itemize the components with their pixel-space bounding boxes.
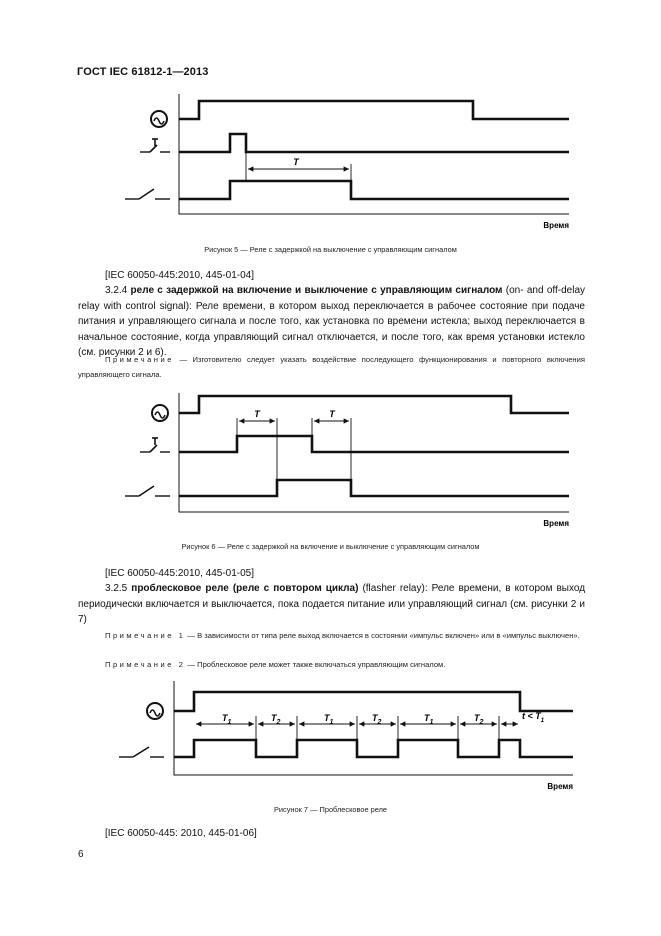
time-label-t-short: $t < T_1$	[522, 711, 545, 724]
figure-5-caption: Рисунок 5 — Реле с задержкой на выключение с управляющим сигналом	[204, 245, 457, 254]
note-text: — Изготовителю следует указать воздействие последующего функционирования и повторного включения управляющего сигнала.	[78, 355, 585, 379]
note-2-paragraph	[78, 657, 585, 672]
control-switch-icon	[140, 438, 170, 452]
source-reference: [IEC 60050-445:2010, 445-01-05]	[105, 568, 254, 579]
time-axis-label: Время	[543, 221, 569, 230]
figure-7-timing-diagram	[0, 678, 661, 798]
output-contact-icon	[125, 189, 170, 199]
page-number: 6	[78, 849, 84, 860]
time-label-t2: $T_2$	[474, 713, 484, 726]
note-text: — Проблесковое реле может также включаться управляющим сигналом.	[187, 660, 446, 669]
time-axis-label: Время	[547, 782, 573, 791]
time-label-t: T	[254, 409, 260, 419]
note-paragraph	[78, 352, 585, 382]
control-signal-wave	[179, 134, 569, 152]
output-signal-wave	[179, 480, 569, 496]
document-header: ГОСТ IEC 61812-1—2013	[77, 66, 209, 78]
control-signal-wave	[179, 436, 569, 452]
defined-term: реле с задержкой на включение и выключение с управляющим сигналом	[130, 285, 503, 296]
note-1-paragraph	[78, 628, 585, 643]
defined-term: проблесковое реле (реле с повтором цикла)	[131, 583, 359, 594]
time-label-t: T	[293, 157, 299, 167]
figure-6-timing-diagram	[0, 385, 661, 545]
note-label: Примечание	[105, 355, 174, 364]
power-supply-icon	[147, 703, 163, 719]
power-signal-wave	[179, 101, 569, 119]
power-signal-wave	[174, 692, 573, 711]
output-contact-icon	[119, 747, 164, 757]
note-text: — В зависимости от типа реле выход включается в состоянии «импульс включен» или в «импульс выключен».	[187, 631, 580, 640]
power-supply-icon	[152, 405, 168, 421]
power-supply-icon	[151, 111, 167, 127]
time-label-t2: $T_2$	[271, 713, 281, 726]
source-reference: [IEC 60050-445:2010, 445-01-04]	[105, 270, 254, 281]
output-signal-wave	[179, 181, 569, 199]
figure-7-caption: Рисунок 7 — Проблесковое реле	[273, 805, 388, 814]
figure-6-caption: Рисунок 6 — Реле с задержкой на включение и выключение с управляющим сигналом	[181, 542, 480, 551]
definition-paragraph	[78, 283, 585, 361]
definition-paragraph	[78, 581, 585, 628]
output-contact-icon	[125, 486, 170, 496]
note-label: Примечание 2	[105, 660, 186, 669]
time-label-t: T	[329, 409, 335, 419]
definition-text: (flasher relay): Реле времени, в котором выход периодически включается и выключается, пока подается питание или управляющий сигнал (см. рисунки 2 и 7)	[78, 583, 586, 625]
note-label: Примечание 1	[105, 631, 186, 640]
section-number: 3.2.4	[105, 285, 128, 296]
time-axis-label: Время	[543, 519, 569, 528]
source-reference: [IEC 60050-445: 2010, 445-01-06]	[105, 828, 257, 839]
power-signal-wave	[179, 396, 569, 413]
output-signal-wave	[174, 740, 573, 757]
time-label-t1: $T_1$	[222, 713, 232, 726]
time-label-t2: $T_2$	[372, 713, 382, 726]
time-label-t1: $T_1$	[424, 713, 434, 726]
control-switch-icon	[140, 139, 170, 152]
definition-text: (on- and off-delay relay with control signal): Реле времени, в котором выход переключается в рабочее состояние при подаче питания и управляющего сигнала и после того, как установка по времени истекла; выход переключается в начальное состояние, когда управляющий сигнал отключается, и после того, как время установки истекло (см. рисунки 2 и 6).	[78, 285, 586, 358]
time-label-t1: $T_1$	[324, 713, 334, 726]
section-number: 3.2.5	[105, 583, 128, 594]
